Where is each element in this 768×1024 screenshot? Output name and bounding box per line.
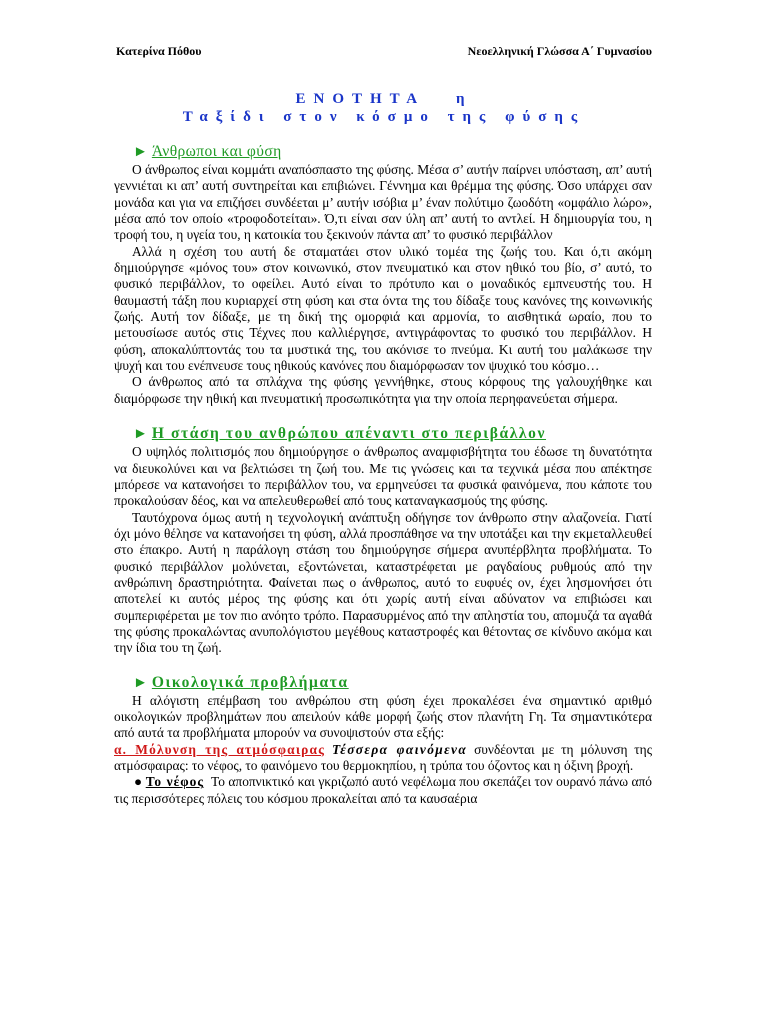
paragraph: Ο άνθρωπος είναι κομμάτι αναπόσπαστο της φύσης. Μέσα σ’ αυτήν παίρνει υπόσταση, απ’ αυτή γεννιέται κι απ’ αυτή συντηρείται και επιβιώνει. Γέννημα και θρέμμα της φύσης. Όσο υπάρχει σαν μονάδα και για να επιζήσει συνδέεται μ’ αυτήν ισόβια μ’ έναν πολύτιμο ζωοδότη «ομφάλιο λώρο», μέσα από τον οποίο «τροφοδοτείται». Ό,τι είναι σαν ύλη απ’ αυτή το αντλεί. Η δημιουργία του, η τροφή του, η υγεία του, η κατοικία του ξεκινούν πάντα απ’ το φυσικό περιβάλλον <box>114 162 652 243</box>
bullet-term: Το νέφος <box>145 774 205 790</box>
section-heading-ecological-problems <box>114 673 652 693</box>
section-heading-human-attitude <box>114 424 652 444</box>
header-author: Κατερίνα Πόθου <box>116 44 202 58</box>
paragraph: Ταυτόχρονα όμως αυτή η τεχνολογική ανάπτυξη οδήγησε τον άνθρωπο στην αλαζονεία. Γιατί όχι μόνο θέλησε να κατανοήσει τη φύση, αλλά προσπάθησε να την υποτάξει και την εκμεταλλευθεί στο έπακρο. Αυτή η παράλογη στάση του δημιούργησε σήμερα ανυπέρβλητα προβλήματα. Το φυσικό περιβάλλον μολύνεται, εξοντώνεται, καταστρέφεται με ραγδαίους ρυθμούς από την ανθρώπινη δραστηριότητα. Φαίνεται πως ο άνθρωπος, αυτό το ευφυές ον, έχει λησμονήσει ότι αποτελεί κι αυτός μέρος της φύσης και ότι χωρίς αυτή είναι αδύνατον να επιβιώσει και συμπεριφέρεται με τον πιο ανόητο τρόπο. Παρασυρμένος από την απληστία του, απομυζά τα αγαθά της φύσης προκαλώντας ανυπολόγιστου μεγέθους καταστροφές και θέτοντας σε κίνδυνο ακόμα και την ίδια του τη ζωή. <box>114 509 652 656</box>
main-content <box>114 142 652 807</box>
emphasis-text: Τέσσερα φαινόμενα <box>331 741 468 757</box>
paragraph: Ο άνθρωπος από τα σπλάχνα της φύσης γεννήθηκε, στους κόρφους της γαλουχήθηκε και διαμόρφωσε την ηθική και πνευματική προσωπικότητα για την οποία περηφανεύεται σήμερα. <box>114 374 652 406</box>
subsection-label: α. Μόλυνση της ατμόσφαιρας <box>114 741 326 757</box>
unit-subtitle: Ταξίδι στον κόσμο της φύσης <box>182 109 586 125</box>
paragraph: Ο υψηλός πολιτισμός που δημιούργησε ο άνθρωπος αναμφισβήτητα του έδωσε τη δυνατότητα να διευκολύνει και να βελτιώσει τη ζωή του. Με τις γνώσεις και τα τεχνικά μέσα που απέκτησε μπόρεσε να κατανοήσει το περιβάλλον του, να ερμηνεύσει τα φυσικά φαινόμενα, που κάποτε του προκαλούσαν δέος, και να απελευθερωθεί από τους καταναγκασμούς της φύσης. <box>114 444 652 509</box>
section-title: Η στάση του ανθρώπου απέναντι στο περιβάλλον <box>151 425 547 443</box>
paragraph: Η αλόγιστη επέμβαση του ανθρώπου στη φύση έχει προκαλέσει ένα σημαντικό αριθμό οικολογικών προβλημάτων που απειλούν κάθε μορφή ζωής στον πλανήτη Γη. Τα σημαντικότερα από αυτά τα προβλήματα μπορούν να συνοψιστούν στα εξής: <box>114 692 652 741</box>
header-course: Νεοελληνική Γλώσσα Α΄ Γυμνασίου <box>467 44 652 58</box>
subsection-text: συνδέονται με τη μόλυνση της ατμόσφαιρας: το νέφος, το φαινόμενο του θερμοκηπίου, η τρύπα του όζοντος και η όξινη βροχή. <box>114 741 652 773</box>
section-heading-humans-nature <box>114 142 652 162</box>
section-title: Οικολογικά προβλήματα <box>151 673 349 691</box>
subsection-air-pollution <box>114 742 652 775</box>
arrow-right-icon: ► <box>133 144 148 160</box>
arrow-right-icon: ► <box>133 426 148 443</box>
section-title: Άνθρωποι και φύση <box>151 143 282 160</box>
unit-title: ΕΝΟΤΗΤΑ η <box>295 91 473 107</box>
bullet-item-smog <box>114 774 652 807</box>
bullet-text: Το αποπνικτικό και γκριζωπό αυτό νεφέλωμα που σκεπάζει τον ουρανό πάνω από τις περισσότερες πόλεις του κόσμου προκαλείται από τα καυσαέρια <box>114 774 652 806</box>
arrow-right-icon: ► <box>133 674 148 691</box>
bullet-icon: ● <box>134 774 143 790</box>
paragraph: Αλλά η σχέση του αυτή δε σταματάει στον υλικό τομέα της ζωής του. Και ό,τι ακόμη δημιούργησε «μόνος του» στον κοινωνικό, στον πνευματικό και στον ηθικό του βίο, σ’ αυτό, το φυσικό περιβάλλον, το οφείλει. Αυτό είναι το πρότυπο και ο μοναδικός εμπνευστής του. Η θαυμαστή τάξη που κυριαρχεί στη φύση και στα όντα της του δίδαξε τους κανόνες της κοινωνικής ζωής. Αυτή τον δίδαξε, με τη δική της ομορφιά και αρμονία, το αισθητικά ωραίο, που το μετουσίωσε αυτός στις Τέχνες που καλλιέργησε, αντιγράφοντας το φυσικό του περιβάλλον. Η φύση, αποκαλύπτοντάς του τα μυστικά της, του ακόνισε το πνεύμα. Κι αυτή του μαλάκωσε την ψυχή και του ενέπνευσε τους ηθικούς κανόνες που διαμόρφωσαν τον ψυχικό του κόσμο… <box>114 243 652 374</box>
